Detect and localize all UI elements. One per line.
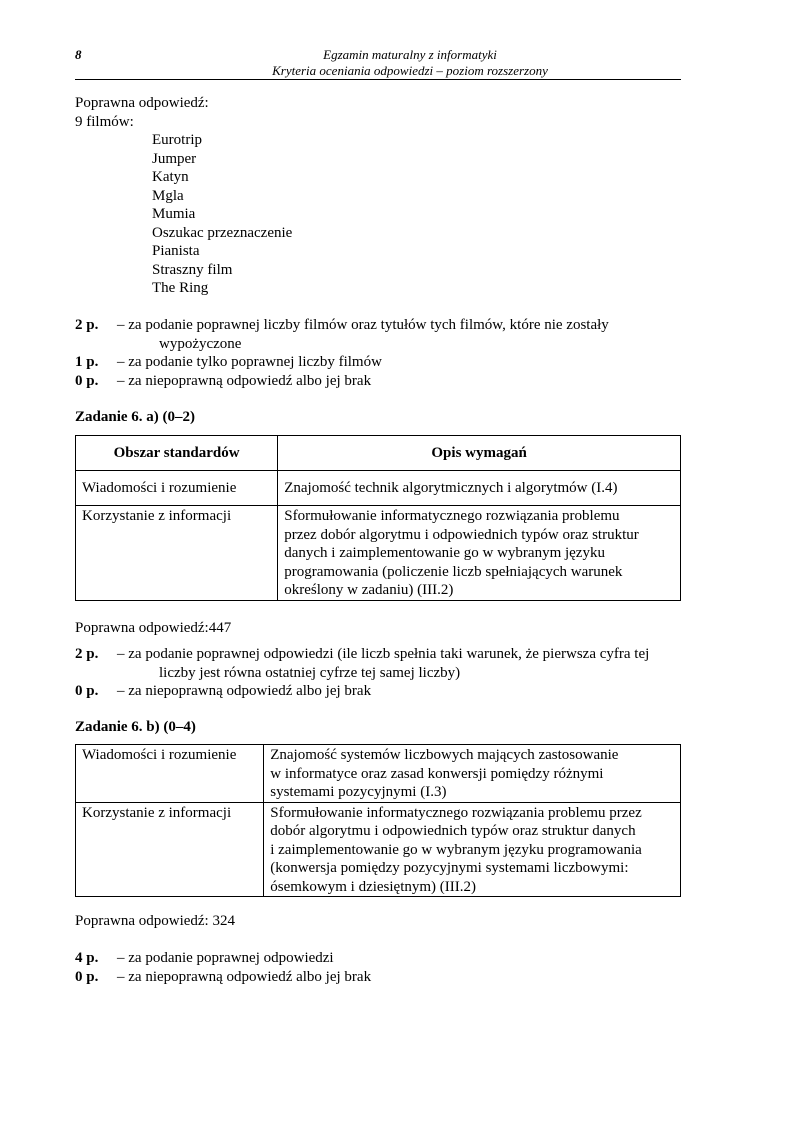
scoring-task-6a bbox=[75, 645, 681, 701]
list-item: Eurotrip bbox=[152, 132, 202, 148]
scoring-description: – za niepoprawną odpowiedź albo jej brak bbox=[117, 968, 372, 985]
description-line: przez dobór algorytmu i odpowiednich typów oraz struktur bbox=[284, 526, 639, 543]
scoring-row bbox=[75, 645, 681, 682]
table-row bbox=[76, 506, 681, 601]
film-count-label: 9 filmów: bbox=[75, 114, 134, 130]
list-item: Oszukac przeznaczenie bbox=[152, 224, 293, 241]
description-cell bbox=[264, 745, 681, 803]
scoring-row bbox=[75, 353, 681, 372]
header-title-line-2: Kryteria oceniania odpowiedzi – poziom rozszerzony bbox=[272, 63, 548, 78]
description-line: Znajomość technik algorytmicznych i algorytmów (I.4) bbox=[284, 479, 618, 496]
scoring-task-6b bbox=[75, 949, 681, 986]
description-line: ósemkowym i dziesiętnym) (III.2) bbox=[270, 878, 477, 895]
list-item: Mumia bbox=[152, 206, 196, 222]
description-line: danych i zaimplementowanie go w wybranym języku bbox=[284, 545, 605, 561]
list-item: Katyn bbox=[152, 169, 189, 185]
area-cell: Wiadomości i rozumienie bbox=[76, 471, 278, 506]
scoring-description: – za niepoprawną odpowiedź albo jej brak bbox=[117, 372, 372, 389]
description-line: Sformułowanie informatycznego rozwiązania problemu bbox=[284, 508, 620, 524]
points-label: 4 p. bbox=[75, 950, 99, 966]
description-line: Znajomość systemów liczbowych mających zastosowanie bbox=[270, 747, 619, 763]
task-6b-answer: Poprawna odpowiedź: 324 bbox=[75, 913, 235, 929]
scoring-description: – za niepoprawną odpowiedź albo jej brak bbox=[117, 683, 372, 699]
scoring-row bbox=[75, 682, 681, 701]
points-label: 1 p. bbox=[75, 354, 99, 370]
standards-table-6b bbox=[75, 744, 681, 897]
points-label: 0 p. bbox=[75, 683, 99, 699]
points-label: 0 p. bbox=[75, 372, 99, 389]
page-header-title bbox=[140, 47, 680, 79]
description-line: dobór algorytmu i odpowiednich typów oraz struktur danych bbox=[270, 823, 636, 839]
area-cell: Wiadomości i rozumienie bbox=[76, 745, 264, 803]
table-row bbox=[76, 745, 681, 803]
scoring-description-continued: wypożyczone bbox=[159, 335, 242, 352]
standards-table-6a bbox=[75, 435, 681, 601]
table-row bbox=[76, 471, 681, 506]
list-item: The Ring bbox=[152, 280, 209, 296]
header-divider bbox=[75, 79, 681, 80]
scoring-row bbox=[75, 949, 681, 968]
points-label: 2 p. bbox=[75, 646, 99, 662]
points-label: 2 p. bbox=[75, 317, 99, 333]
scoring-row bbox=[75, 968, 681, 987]
list-item: Jumper bbox=[152, 150, 197, 167]
description-line: systemami pozycyjnymi (I.3) bbox=[270, 784, 447, 800]
page-number: 8 bbox=[75, 47, 82, 62]
description-line: w informatyce oraz zasad konwersji pomiędzy różnymi bbox=[270, 765, 604, 782]
description-line: (konwersja pomiędzy pozycyjnymi systemami liczbowymi: bbox=[270, 860, 629, 876]
film-list bbox=[152, 131, 292, 298]
scoring-description: – za podanie tylko poprawnej liczby filmów bbox=[117, 354, 382, 370]
column-header-description: Opis wymagań bbox=[278, 436, 681, 471]
description-cell bbox=[278, 506, 681, 601]
description-cell bbox=[278, 471, 681, 506]
scoring-description: – za podanie poprawnej liczby filmów oraz tytułów tych filmów, które nie zostały bbox=[117, 317, 609, 333]
area-cell: Korzystanie z informacji bbox=[76, 506, 278, 601]
description-cell bbox=[264, 802, 681, 897]
table-header-row bbox=[76, 436, 681, 471]
description-line: określony w zadaniu) (III.2) bbox=[284, 582, 454, 598]
description-line: i zaimplementowanie go w wybranym języku programowania bbox=[270, 841, 642, 858]
points-label: 0 p. bbox=[75, 968, 99, 985]
scoring-description-continued: liczby jest równa ostatniej cyfrze tej samej liczby) bbox=[159, 664, 461, 681]
scoring-section-5 bbox=[75, 316, 681, 390]
description-line: programowania (policzenie liczb spełniających warunek bbox=[284, 563, 623, 580]
table-row bbox=[76, 802, 681, 897]
list-item: Mgla bbox=[152, 187, 184, 204]
list-item: Pianista bbox=[152, 243, 200, 259]
description-line: Sformułowanie informatycznego rozwiązania problemu przez bbox=[270, 804, 642, 821]
task-6a-answer: Poprawna odpowiedź:447 bbox=[75, 620, 232, 636]
task-6b-heading: Zadanie 6. b) (0–4) bbox=[75, 719, 196, 735]
answer-label: Poprawna odpowiedź: bbox=[75, 95, 209, 111]
scoring-row bbox=[75, 316, 681, 353]
header-title-line-1: Egzamin maturalny z informatyki bbox=[323, 47, 497, 62]
scoring-description: – za podanie poprawnej odpowiedzi (ile liczb spełnia taki warunek, że pierwsza cyfra tej bbox=[117, 646, 650, 662]
scoring-description: – za podanie poprawnej odpowiedzi bbox=[117, 950, 334, 966]
task-6a-heading: Zadanie 6. a) (0–2) bbox=[75, 409, 195, 425]
column-header-area: Obszar standardów bbox=[76, 436, 278, 471]
scoring-row bbox=[75, 372, 681, 391]
list-item: Straszny film bbox=[152, 261, 233, 278]
area-cell: Korzystanie z informacji bbox=[76, 802, 264, 897]
